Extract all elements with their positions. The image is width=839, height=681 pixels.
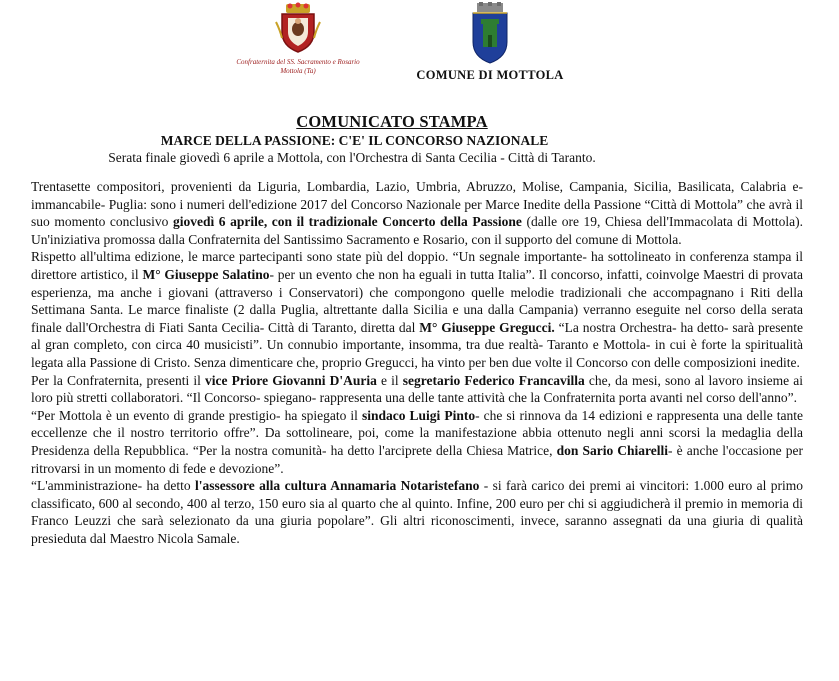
paragraph <box>31 178 803 248</box>
paragraph <box>31 477 803 547</box>
paragraph <box>31 248 803 371</box>
text-run: “Per Mottola è un evento di grande prestigio- ha spiegato il <box>31 407 362 423</box>
page-title: COMUNICATO STAMPA <box>296 112 488 131</box>
bold-run: M° Giuseppe Salatino <box>142 266 270 282</box>
text-run: - è anche l'occasione per ritrovarsi in un momento di fede e devozione”. <box>31 442 803 476</box>
bold-run: segretario Federico Francavilla <box>402 372 585 388</box>
text-run: - che si rinnova da 14 edizioni e rappresenta una delle tante eccellenze che il nostro territorio offre”. Da sottolineare, poi, come la manifestazione abbia ottenuto negli anni scorsi la medaglia della Presidenza della Repubblica. “Per la nostra comunità- ha detto l'arciprete della Chiesa Matrice, <box>31 407 803 458</box>
text-run: Rispetto all'ultima edizione, le marce partecipanti sono state più del doppio. “Un segnale importante- ha sottolineato in conferenza stampa il direttore artistico, il <box>31 249 803 282</box>
bold-run: giovedì 6 aprile, con il tradizionale Concerto della Passione <box>172 214 522 230</box>
text-run: - si farà carico dei premi ai vincitori: 1.000 euro al primo classificato, 600 al secondo, 400 al terzo, 150 euro sia al quarto che al quinto. Infine, 200 euro per chi si aggiudicherà il premio in memoria di Franco Leuzzi che sarà selezionato da una giuria popolare”. Gli altri riconoscimenti, invece, saranno assegnati da una giuria di qualità presieduta dal Maestro Nicola Samale. <box>31 478 804 546</box>
text-run: che, da mesi, sono al lavoro insieme ai loro più stretti collaboratori. “Il Concorso- spiegano- rappresenta una delle tante attività che la Confraternita porta avanti nel corso dell'anno”. <box>31 372 804 406</box>
confraternita-logo <box>218 2 378 82</box>
comune-name: COMUNE DI MOTTOLA <box>416 68 564 82</box>
text-run: e il <box>376 372 403 388</box>
page-subtitle: MARCE DELLA PASSIONE: C'E' IL CONCORSO NAZIONALE <box>160 133 549 148</box>
press-release-heading <box>0 112 839 166</box>
bold-run: l'assessore alla cultura Annamaria Notaristefano <box>195 478 480 494</box>
confraternita-crest-icon <box>272 2 324 54</box>
article-body <box>31 178 803 547</box>
text-run: “L'amministrazione- ha detto <box>31 478 196 494</box>
comune-logo <box>405 2 575 90</box>
bold-run: sindaco Luigi Pinto <box>361 407 476 423</box>
bold-run: M° Giuseppe Gregucci. <box>419 319 555 335</box>
text-run: Per la Confraternita, presenti il <box>31 372 205 388</box>
paragraph <box>31 407 803 477</box>
text-run: “La nostra Orchestra- ha detto- sarà presente al gran completo, con circa 40 musicisti”. Un connubio importante, insomma, tra due realtà- Taranto e Mottola- in cui è forte la spiritualità legata alla Passione di Cristo. Senza dimenticare che, proprio Gregucci, ha vinto per ben due volte il Concorso con delle composizioni inedite. <box>31 319 803 370</box>
lead-line: Serata finale giovedì 6 aprile a Mottola, con l'Orchestra di Santa Cecilia - Città di Taranto. <box>108 150 596 165</box>
text-run: Trentasette compositori, provenienti da Liguria, Lombardia, Lazio, Umbria, Abruzzo, Molise, Campania, Sicilia, Basilicata, Calabria e- immancabile- Puglia: sono i numeri dell'edizione 2017 del Concorso Nazionale per Marce Inedite della Passione “Città di Mottola” che avrà il suo momento conclusivo <box>31 179 803 230</box>
crest-caption-line2: Mottola (Ta) <box>280 67 316 75</box>
comune-coat-of-arms-icon <box>470 2 510 64</box>
bold-run: don Sario Chiarelli <box>556 442 669 458</box>
text-run: (dalle ore 19, Chiesa dell'Immacolata di Mottola). Un'iniziativa promossa dalla Confraternita del Santissimo Sacramento e Rosario, con il supporto del comune di Mottola. <box>31 214 803 247</box>
text-run: - per un evento che non ha eguali in tutta Italia”. Il concorso, infatti, coinvolge Maestri di provata esperienza, ma anche i giovani (attraverso i Conservatori) che compongono quelle melodie tradizionali che accompagnano i Riti della Settimana Santa. Le marce finaliste (2 dalla Puglia, altrettante dalla Sicilia e una dalla Campania) verranno eseguite nel corso della serata finale dall'Orchestra di Fiati Santa Cecilia- Città di Taranto, diretta dal <box>31 266 803 335</box>
bold-run: vice Priore Giovanni D'Auria <box>205 372 377 388</box>
paragraph <box>31 372 803 407</box>
crest-caption-line1: Confraternita del SS. Sacramento e Rosario <box>236 58 360 66</box>
